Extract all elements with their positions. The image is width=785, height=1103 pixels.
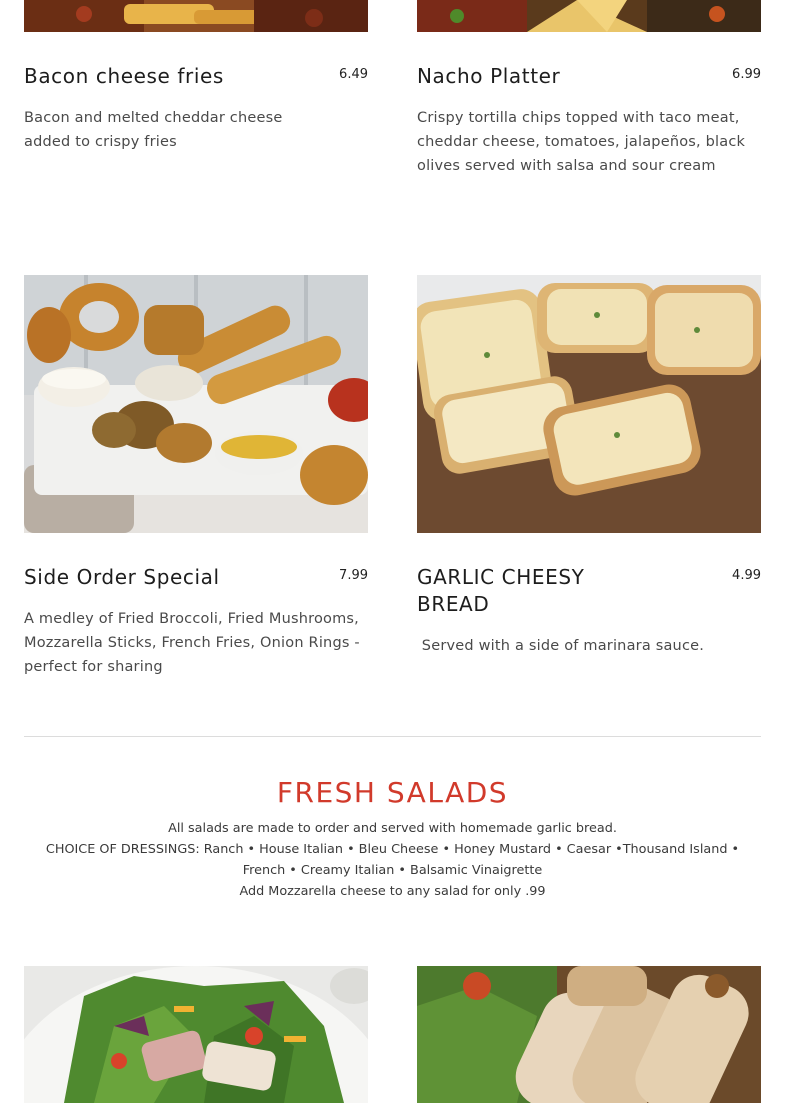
salad-note: Add Mozzarella cheese to any salad for only .99 — [239, 884, 546, 899]
menu-item-header — [24, 63, 368, 90]
section-title: FRESH SALADS — [276, 776, 509, 809]
salad-photo[interactable] — [24, 966, 368, 1103]
nachos-photo — [417, 0, 761, 32]
item-name[interactable]: Side Order Special — [24, 565, 220, 589]
item-name[interactable]: Bacon cheese fries — [24, 64, 224, 88]
dressing-choices: CHOICE OF DRESSINGS: Ranch • House Italian • Bleu Cheese • Honey Mustard • Caesar •Thousand Island • French • Creamy Italian • Balsamic Vinaigrette — [45, 842, 740, 878]
salad-note: All salads are made to order and served with homemade garlic bread. — [168, 821, 617, 836]
menu-item-header — [24, 564, 368, 591]
section-notes — [30, 818, 755, 902]
item-description: Served with a side of marinara sauce. — [417, 638, 705, 654]
chicken-salad-photo[interactable] — [417, 966, 761, 1103]
menu-item-header — [417, 564, 761, 618]
section-divider — [24, 736, 761, 737]
item-description: Bacon and melted cheddar cheese added to crispy fries — [24, 110, 283, 150]
item-price: 4.99 — [732, 568, 761, 583]
item-name[interactable]: Nacho Platter — [417, 64, 561, 88]
item-price: 7.99 — [339, 568, 368, 583]
fries-photo — [24, 0, 368, 32]
item-name[interactable]: GARLIC CHEESY BREAD — [417, 565, 585, 616]
item-description: A medley of Fried Broccoli, Fried Mushrooms, Mozzarella Sticks, French Fries, Onion Rings - perfect for sharing — [24, 611, 360, 675]
garlic-bread-photo[interactable] — [417, 275, 761, 533]
item-price: 6.49 — [339, 67, 368, 82]
fried-platter-photo[interactable] — [24, 275, 368, 533]
item-description: Crispy tortilla chips topped with taco meat, cheddar cheese, tomatoes, jalapeños, black olives served with salsa and sour cream — [417, 110, 746, 174]
menu-item-header — [417, 63, 761, 90]
item-price: 6.99 — [732, 67, 761, 82]
